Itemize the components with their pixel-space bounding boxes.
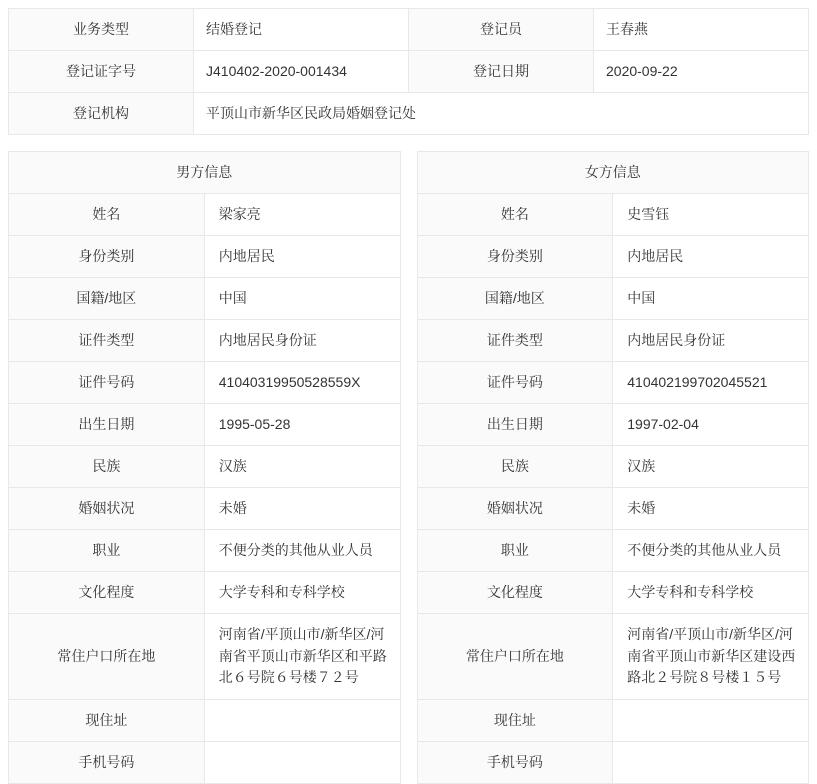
female-value-marital-status: 未婚 [613,488,809,530]
table-row [9,614,401,700]
male-label-occupation: 职业 [9,530,205,572]
table-row [417,614,809,700]
male-label-mobile-number: 手机号码 [9,742,205,784]
table-row [9,194,401,236]
male-value-name: 梁家亮 [204,194,400,236]
female-info-panel [417,151,810,784]
female-value-occupation: 不便分类的其他从业人员 [613,530,809,572]
field-value-registration-date: 2020-09-22 [594,51,809,93]
female-value-nationality: 中国 [613,278,809,320]
table-row [417,194,809,236]
female-value-name: 史雪钰 [613,194,809,236]
female-panel-title: 女方信息 [417,152,809,194]
male-label-household-address: 常住户口所在地 [9,614,205,700]
male-value-occupation: 不便分类的其他从业人员 [204,530,400,572]
female-label-household-address: 常住户口所在地 [417,614,613,700]
registration-summary-table [8,8,809,135]
female-value-id-type: 内地居民身份证 [613,320,809,362]
female-label-nationality: 国籍/地区 [417,278,613,320]
female-panel-title-row [417,152,809,194]
table-row [9,742,401,784]
male-label-current-address: 现住址 [9,700,205,742]
table-row [9,404,401,446]
male-value-current-address [204,700,400,742]
table-row [9,700,401,742]
female-value-current-address [613,700,809,742]
table-row [417,278,809,320]
male-panel-title: 男方信息 [9,152,401,194]
field-label-registration-agency: 登记机构 [9,93,194,135]
male-value-ethnicity: 汉族 [204,446,400,488]
table-row [417,404,809,446]
male-label-birth-date: 出生日期 [9,404,205,446]
table-row [417,236,809,278]
male-value-birth-date: 1995-05-28 [204,404,400,446]
field-label-registration-date: 登记日期 [409,51,594,93]
field-value-business-type: 结婚登记 [194,9,409,51]
table-row [417,446,809,488]
male-label-education: 文化程度 [9,572,205,614]
field-value-registration-agency: 平顶山市新华区民政局婚姻登记处 [194,93,809,135]
party-info-panels [8,151,809,784]
female-label-birth-date: 出生日期 [417,404,613,446]
table-row [9,236,401,278]
female-value-identity-category: 内地居民 [613,236,809,278]
table-row [9,446,401,488]
female-value-birth-date: 1997-02-04 [613,404,809,446]
female-label-marital-status: 婚姻状况 [417,488,613,530]
table-row [417,700,809,742]
table-row [9,488,401,530]
male-info-table [8,151,401,784]
female-value-household-address: 河南省/平顶山市/新华区/河南省平顶山市新华区建设西路北２号院８号楼１５号 [613,614,809,700]
male-value-household-address: 河南省/平顶山市/新华区/河南省平顶山市新华区和平路北６号院６号楼７２号 [204,614,400,700]
female-value-mobile-number [613,742,809,784]
female-value-ethnicity: 汉族 [613,446,809,488]
male-label-ethnicity: 民族 [9,446,205,488]
male-info-panel [8,151,401,784]
table-row [9,51,809,93]
female-label-name: 姓名 [417,194,613,236]
male-value-education: 大学专科和专科学校 [204,572,400,614]
table-row [9,362,401,404]
female-value-education: 大学专科和专科学校 [613,572,809,614]
table-row [417,572,809,614]
female-label-identity-category: 身份类别 [417,236,613,278]
table-row [9,93,809,135]
table-row [9,572,401,614]
table-row [417,530,809,572]
field-label-business-type: 业务类型 [9,9,194,51]
table-row [417,320,809,362]
field-label-registrar: 登记员 [409,9,594,51]
field-label-certificate-number: 登记证字号 [9,51,194,93]
male-label-nationality: 国籍/地区 [9,278,205,320]
male-value-mobile-number [204,742,400,784]
female-label-id-number: 证件号码 [417,362,613,404]
female-label-occupation: 职业 [417,530,613,572]
male-label-id-type: 证件类型 [9,320,205,362]
male-label-id-number: 证件号码 [9,362,205,404]
table-row [9,278,401,320]
field-value-certificate-number: J410402-2020-001434 [194,51,409,93]
male-value-id-number: 41040319950528559X [204,362,400,404]
female-label-mobile-number: 手机号码 [417,742,613,784]
male-label-marital-status: 婚姻状况 [9,488,205,530]
table-row [9,530,401,572]
female-label-id-type: 证件类型 [417,320,613,362]
table-row [417,742,809,784]
table-row [417,488,809,530]
table-row [417,362,809,404]
female-info-table [417,151,810,784]
male-value-nationality: 中国 [204,278,400,320]
female-label-current-address: 现住址 [417,700,613,742]
female-label-ethnicity: 民族 [417,446,613,488]
field-value-registrar: 王春燕 [594,9,809,51]
female-value-id-number: 410402199702045521 [613,362,809,404]
male-label-identity-category: 身份类别 [9,236,205,278]
female-label-education: 文化程度 [417,572,613,614]
male-label-name: 姓名 [9,194,205,236]
male-value-marital-status: 未婚 [204,488,400,530]
table-row [9,320,401,362]
male-value-identity-category: 内地居民 [204,236,400,278]
male-value-id-type: 内地居民身份证 [204,320,400,362]
table-row [9,9,809,51]
male-panel-title-row [9,152,401,194]
